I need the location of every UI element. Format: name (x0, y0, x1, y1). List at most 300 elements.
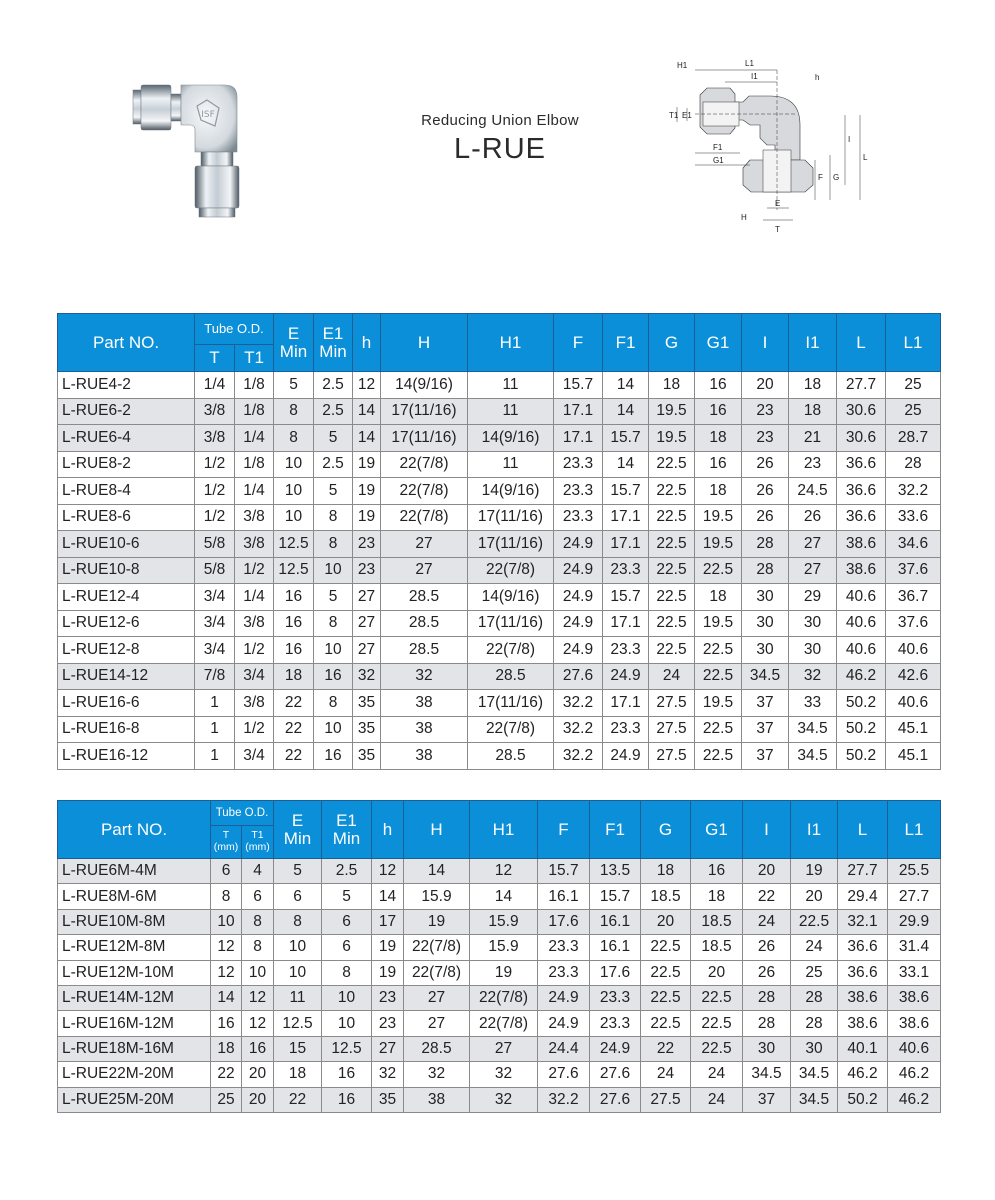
dimension-cell: 20 (743, 859, 791, 884)
col-header-tube-od: Tube O.D. (211, 801, 274, 826)
dimension-cell: 18 (649, 372, 695, 399)
dimension-cell: 22(7/8) (381, 478, 468, 505)
dimension-cell: 18 (789, 372, 837, 399)
dimension-cell: 26 (742, 504, 789, 531)
dimension-cell: 37.6 (886, 557, 941, 584)
part-number-cell: L-RUE14M-12M (58, 985, 211, 1010)
dimension-cell: 1 (195, 690, 235, 717)
dimension-cell: 19 (353, 451, 381, 478)
dimension-cell: 17 (372, 909, 404, 934)
dimension-cell: 14 (603, 451, 649, 478)
dimension-cell: 27 (353, 584, 381, 611)
table-row (58, 985, 941, 1010)
dimension-cell: 40.6 (837, 610, 886, 637)
col-header-e-min: E Min (274, 801, 322, 859)
dimension-cell: 17.1 (603, 531, 649, 558)
dimension-cell: 22(7/8) (468, 637, 554, 664)
dimension-cell: 15.9 (404, 884, 470, 909)
dimension-cell: 19.5 (695, 690, 742, 717)
dimension-cell: 15.7 (603, 584, 649, 611)
col-header-h-small: h (353, 314, 381, 372)
dimension-cell: 1/8 (235, 398, 274, 425)
dimension-cell: 22 (274, 716, 314, 743)
dimension-cell: 28 (791, 985, 838, 1010)
dimension-cell: 6 (322, 909, 372, 934)
dimension-cell: 45.1 (886, 743, 941, 770)
col-header-H: H (381, 314, 468, 372)
dimension-cell: 18 (274, 1062, 322, 1087)
dimension-cell: 16 (695, 451, 742, 478)
part-number-cell: L-RUE8-4 (58, 478, 195, 505)
dimension-cell: 27 (381, 531, 468, 558)
dimension-cell: 8 (242, 909, 274, 934)
dimension-cell: 32 (789, 663, 837, 690)
dimension-cell: 1/4 (235, 478, 274, 505)
dimension-cell: 36.7 (886, 584, 941, 611)
dimension-cell: 22.5 (649, 478, 695, 505)
spec-table-metric-body (58, 859, 941, 1113)
dimension-cell: 23 (372, 985, 404, 1010)
col-header-G: G (649, 314, 695, 372)
dimension-cell: 30 (742, 584, 789, 611)
dimension-cell: 24 (691, 1062, 743, 1087)
part-number-cell: L-RUE16-8 (58, 716, 195, 743)
dimension-cell: 18 (789, 398, 837, 425)
svg-text:G1: G1 (713, 156, 724, 165)
dimension-cell: 1/2 (195, 504, 235, 531)
title-block (390, 112, 610, 166)
dimension-cell: 35 (353, 743, 381, 770)
dimension-cell: 8 (274, 425, 314, 452)
dimension-cell: 10 (322, 985, 372, 1010)
dimension-cell: 27 (470, 1036, 538, 1061)
dimension-cell: 23.3 (554, 504, 603, 531)
dimension-cell: 34.5 (743, 1062, 791, 1087)
svg-text:I: I (848, 135, 851, 144)
dimension-cell: 18 (211, 1036, 242, 1061)
dimension-cell: 30 (743, 1036, 791, 1061)
dimension-cell: 24 (649, 663, 695, 690)
dimension-cell: 30.6 (837, 425, 886, 452)
dimension-cell: 3/4 (235, 663, 274, 690)
table-row (58, 690, 941, 717)
part-number-cell: L-RUE12-8 (58, 637, 195, 664)
part-number-cell: L-RUE10M-8M (58, 909, 211, 934)
part-number-cell: L-RUE18M-16M (58, 1036, 211, 1061)
dimension-cell: 8 (211, 884, 242, 909)
dimension-cell: 22(7/8) (381, 504, 468, 531)
dimension-cell: 23 (353, 557, 381, 584)
dimension-cell: 24.9 (554, 557, 603, 584)
dimension-cell: 5/8 (195, 557, 235, 584)
dimension-cell: 24.9 (554, 637, 603, 664)
dimension-cell: 20 (791, 884, 838, 909)
dimension-cell: 19.5 (649, 398, 695, 425)
dimension-cell: 24.9 (590, 1036, 641, 1061)
dimension-cell: 23.3 (590, 1011, 641, 1036)
dimension-cell: 14(9/16) (468, 425, 554, 452)
part-number-cell: L-RUE6M-4M (58, 859, 211, 884)
dimension-cell: 23.3 (590, 985, 641, 1010)
dimension-cell: 27.6 (590, 1062, 641, 1087)
dimension-cell: 37 (743, 1087, 791, 1112)
table-row (58, 637, 941, 664)
dimension-cell: 16 (695, 398, 742, 425)
dimension-cell: 20 (242, 1062, 274, 1087)
dimension-cell: 27 (353, 637, 381, 664)
dimension-cell: 12.5 (274, 1011, 322, 1036)
table-row (58, 504, 941, 531)
dimension-cell: 36.6 (837, 504, 886, 531)
dimension-cell: 23 (372, 1011, 404, 1036)
dimension-cell: 15.7 (603, 478, 649, 505)
table-row (58, 1087, 941, 1112)
dimension-cell: 20 (242, 1087, 274, 1112)
dimension-cell: 5 (274, 372, 314, 399)
dimension-cell: 20 (691, 960, 743, 985)
col-header-e1-min: E1 Min (314, 314, 353, 372)
dimension-cell: 12.5 (274, 531, 314, 558)
dimension-cell: 10 (314, 637, 353, 664)
dimension-cell: 22 (743, 884, 791, 909)
dimension-cell: 17(11/16) (468, 610, 554, 637)
dimension-cell: 8 (322, 960, 372, 985)
dimension-cell: 12 (372, 859, 404, 884)
dimension-cell: 10 (274, 960, 322, 985)
dimension-cell: 14 (353, 398, 381, 425)
dimension-cell: 3/4 (195, 610, 235, 637)
dimension-cell: 14(9/16) (381, 372, 468, 399)
part-number-cell: L-RUE12-6 (58, 610, 195, 637)
dimension-cell: 30 (789, 637, 837, 664)
dimension-cell: 3/8 (235, 531, 274, 558)
dimension-cell: 18.5 (641, 884, 691, 909)
dimension-cell: 16.1 (590, 909, 641, 934)
dimension-cell: 2.5 (322, 859, 372, 884)
dimension-cell: 19 (372, 935, 404, 960)
product-subtitle: Reducing Union Elbow (421, 112, 579, 129)
dimension-cell: 27.5 (649, 690, 695, 717)
part-number-cell: L-RUE6-4 (58, 425, 195, 452)
dimension-cell: 22(7/8) (468, 557, 554, 584)
part-number-cell: L-RUE16-6 (58, 690, 195, 717)
dimension-cell: 22 (211, 1062, 242, 1087)
dimension-cell: 14 (470, 884, 538, 909)
dimension-cell: 23.3 (554, 478, 603, 505)
dimension-cell: 7/8 (195, 663, 235, 690)
part-number-cell: L-RUE8-6 (58, 504, 195, 531)
dimension-cell: 24.9 (538, 1011, 590, 1036)
table-row (58, 663, 941, 690)
dimension-cell: 6 (211, 859, 242, 884)
dimension-cell: 14(9/16) (468, 478, 554, 505)
dimension-cell: 37.6 (886, 610, 941, 637)
col-header-e1-min: E1 Min (322, 801, 372, 859)
dimension-cell: 22.5 (695, 663, 742, 690)
col-header-I1: I1 (789, 314, 837, 372)
dimension-cell: 27.5 (641, 1087, 691, 1112)
dimension-cell: 33.1 (888, 960, 941, 985)
dimension-cell: 8 (274, 398, 314, 425)
dimension-cell: 22.5 (695, 637, 742, 664)
table-row (58, 716, 941, 743)
dimension-cell: 32 (381, 663, 468, 690)
table-row (58, 1036, 941, 1061)
table-row (58, 960, 941, 985)
dimension-cell: 1/2 (195, 478, 235, 505)
table-row (58, 859, 941, 884)
dimension-cell: 3/4 (195, 584, 235, 611)
dimension-cell: 1 (195, 716, 235, 743)
dimension-cell: 6 (322, 935, 372, 960)
dimension-cell: 46.2 (838, 1062, 888, 1087)
dimension-cell: 15.7 (538, 859, 590, 884)
dimension-cell: 28 (791, 1011, 838, 1036)
svg-text:E: E (775, 199, 781, 208)
dimension-cell: 27 (353, 610, 381, 637)
dimension-cell: 35 (353, 690, 381, 717)
dimension-cell: 27.6 (590, 1087, 641, 1112)
dimension-cell: 16 (695, 372, 742, 399)
dimension-cell: 28 (742, 557, 789, 584)
dimension-cell: 17(11/16) (468, 531, 554, 558)
dimension-cell: 32 (404, 1062, 470, 1087)
dimension-cell: 18.5 (691, 935, 743, 960)
col-header-part-no: Part NO. (58, 314, 195, 372)
dimension-cell: 8 (314, 610, 353, 637)
dimension-cell: 17(11/16) (468, 690, 554, 717)
svg-text:L: L (863, 153, 868, 162)
spec-table-metric (57, 800, 941, 1113)
dimension-cell: 11 (468, 398, 554, 425)
col-header-F: F (554, 314, 603, 372)
dimension-cell: 14 (404, 859, 470, 884)
dimension-cell: 27.7 (838, 859, 888, 884)
col-header-G: G (641, 801, 691, 859)
dimension-cell: 16 (274, 610, 314, 637)
dimension-cell: 38 (381, 743, 468, 770)
dimension-cell: 14 (603, 372, 649, 399)
dimension-cell: 22.5 (691, 985, 743, 1010)
dimension-cell: 3/8 (235, 504, 274, 531)
dimension-cell: 32 (353, 663, 381, 690)
dimension-cell: 3/4 (195, 637, 235, 664)
dimension-cell: 28 (742, 531, 789, 558)
dimension-cell: 19 (791, 859, 838, 884)
svg-text:I1: I1 (751, 72, 758, 81)
table-row (58, 1011, 941, 1036)
table-row (58, 884, 941, 909)
dimension-cell: 16.1 (590, 935, 641, 960)
dimension-cell: 38 (381, 716, 468, 743)
dimension-cell: 2.5 (314, 398, 353, 425)
dimension-cell: 32 (470, 1062, 538, 1087)
col-header-T-mm: T (mm) (211, 826, 242, 859)
part-number-cell: L-RUE4-2 (58, 372, 195, 399)
dimension-cell: 23.3 (603, 716, 649, 743)
table-row (58, 743, 941, 770)
table-row (58, 610, 941, 637)
dimension-cell: 16 (211, 1011, 242, 1036)
dimension-cell: 6 (242, 884, 274, 909)
dimension-cell: 10 (274, 451, 314, 478)
svg-text:F: F (818, 173, 823, 182)
dimension-cell: 18 (695, 425, 742, 452)
dimension-cell: 46.2 (888, 1087, 941, 1112)
dimension-cell: 18 (691, 884, 743, 909)
dimension-cell: 12.5 (274, 557, 314, 584)
dimension-cell: 22.5 (691, 1011, 743, 1036)
dimension-cell: 46.2 (888, 1062, 941, 1087)
dimension-cell: 15 (274, 1036, 322, 1061)
dimension-cell: 26 (743, 935, 791, 960)
dimension-cell: 22.5 (649, 531, 695, 558)
dimension-cell: 28.5 (381, 584, 468, 611)
dimension-cell: 32.2 (554, 743, 603, 770)
dimension-cell: 5/8 (195, 531, 235, 558)
dimension-cell: 16.1 (538, 884, 590, 909)
dimension-cell: 32.2 (554, 716, 603, 743)
dimension-cell: 22(7/8) (470, 985, 538, 1010)
dimension-cell: 32.2 (554, 690, 603, 717)
product-code-title: L-RUE (453, 133, 546, 165)
dimension-cell: 8 (314, 690, 353, 717)
table-row (58, 372, 941, 399)
dimension-cell: 3/8 (235, 610, 274, 637)
dimension-cell: 14(9/16) (468, 584, 554, 611)
dimension-cell: 32.1 (838, 909, 888, 934)
dimension-cell: 24 (641, 1062, 691, 1087)
dimension-cell: 11 (468, 451, 554, 478)
dimension-cell: 22(7/8) (404, 960, 470, 985)
dimension-cell: 10 (242, 960, 274, 985)
dimension-cell: 28.5 (468, 663, 554, 690)
part-number-cell: L-RUE12-4 (58, 584, 195, 611)
dimension-cell: 38.6 (837, 557, 886, 584)
dimension-cell: 27.6 (554, 663, 603, 690)
dimension-cell: 16 (274, 584, 314, 611)
dimension-cell: 15.7 (603, 425, 649, 452)
dimension-cell: 18 (695, 478, 742, 505)
dimension-cell: 32.2 (886, 478, 941, 505)
dimension-cell: 10 (211, 909, 242, 934)
dimension-cell: 22.5 (649, 610, 695, 637)
dimension-cell: 34.5 (791, 1062, 838, 1087)
dimension-cell: 22.5 (641, 960, 691, 985)
dimension-cell: 1/2 (235, 557, 274, 584)
dimension-cell: 27.7 (837, 372, 886, 399)
dimension-cell: 30 (789, 610, 837, 637)
dimension-cell: 24.9 (554, 584, 603, 611)
dimension-cell: 19 (470, 960, 538, 985)
dimension-cell: 1/2 (235, 716, 274, 743)
part-number-cell: L-RUE10-6 (58, 531, 195, 558)
dimension-cell: 46.2 (837, 663, 886, 690)
dimension-cell: 11 (468, 372, 554, 399)
dimension-cell: 12 (242, 1011, 274, 1036)
table-row (58, 425, 941, 452)
dimension-cell: 30.6 (837, 398, 886, 425)
dimension-cell: 20 (641, 909, 691, 934)
dimension-cell: 1/4 (195, 372, 235, 399)
col-header-F1: F1 (603, 314, 649, 372)
dimension-cell: 25.5 (888, 859, 941, 884)
col-header-h-small: h (372, 801, 404, 859)
dimension-cell: 24.9 (538, 985, 590, 1010)
dimension-cell: 19 (353, 504, 381, 531)
col-header-F1: F1 (590, 801, 641, 859)
dimension-cell: 32 (470, 1087, 538, 1112)
col-header-L1: L1 (888, 801, 941, 859)
dimension-cell: 26 (742, 451, 789, 478)
dimension-cell: 17.1 (603, 504, 649, 531)
dimension-cell: 22.5 (641, 985, 691, 1010)
svg-text:H: H (741, 213, 747, 222)
dimension-cell: 27 (404, 985, 470, 1010)
dimension-cell: 10 (274, 504, 314, 531)
dimension-cell: 16 (691, 859, 743, 884)
dimension-cell: 26 (742, 478, 789, 505)
col-header-H: H (404, 801, 470, 859)
dimension-cell: 24 (691, 1087, 743, 1112)
dimension-cell: 5 (322, 884, 372, 909)
dimension-cell: 22.5 (695, 557, 742, 584)
dimension-cell: 30 (742, 637, 789, 664)
part-number-cell: L-RUE22M-20M (58, 1062, 211, 1087)
col-header-e-min: E Min (274, 314, 314, 372)
dimension-cell: 16 (322, 1087, 372, 1112)
dimension-cell: 35 (353, 716, 381, 743)
dimension-cell: 19.5 (695, 531, 742, 558)
dimension-cell: 25 (211, 1087, 242, 1112)
dimension-cell: 40.6 (837, 584, 886, 611)
dimension-cell: 23 (353, 531, 381, 558)
dimension-cell: 28.5 (404, 1036, 470, 1061)
part-number-cell: L-RUE8M-6M (58, 884, 211, 909)
dimension-cell: 10 (314, 557, 353, 584)
dimension-cell: 17(11/16) (381, 425, 468, 452)
dimension-cell: 28 (743, 1011, 791, 1036)
dimension-cell: 36.6 (837, 478, 886, 505)
dimension-cell: 29.4 (838, 884, 888, 909)
col-header-F: F (538, 801, 590, 859)
dimension-cell: 27 (789, 531, 837, 558)
part-number-cell: L-RUE25M-20M (58, 1087, 211, 1112)
part-number-cell: L-RUE6-2 (58, 398, 195, 425)
dimension-cell: 23 (742, 398, 789, 425)
dimension-cell: 38.6 (838, 1011, 888, 1036)
part-number-cell: L-RUE12M-8M (58, 935, 211, 960)
dimension-cell: 37 (742, 743, 789, 770)
dimension-cell: 28.5 (468, 743, 554, 770)
dimension-cell: 25 (886, 372, 941, 399)
dimension-cell: 14 (353, 425, 381, 452)
dimension-cell: 19.5 (695, 504, 742, 531)
col-header-G1: G1 (691, 801, 743, 859)
dimension-cell: 17.1 (603, 610, 649, 637)
table-row (58, 557, 941, 584)
dimension-cell: 14 (372, 884, 404, 909)
dimension-cell: 28.5 (381, 637, 468, 664)
col-header-T1-mm: T1 (mm) (242, 826, 274, 859)
dimension-cell: 17.1 (554, 398, 603, 425)
dimension-cell: 22(7/8) (381, 451, 468, 478)
dimension-cell: 32 (372, 1062, 404, 1087)
dimension-cell: 16 (274, 637, 314, 664)
col-header-T1: T1 (235, 345, 274, 372)
dimension-cell: 8 (314, 531, 353, 558)
dimension-cell: 50.2 (837, 716, 886, 743)
